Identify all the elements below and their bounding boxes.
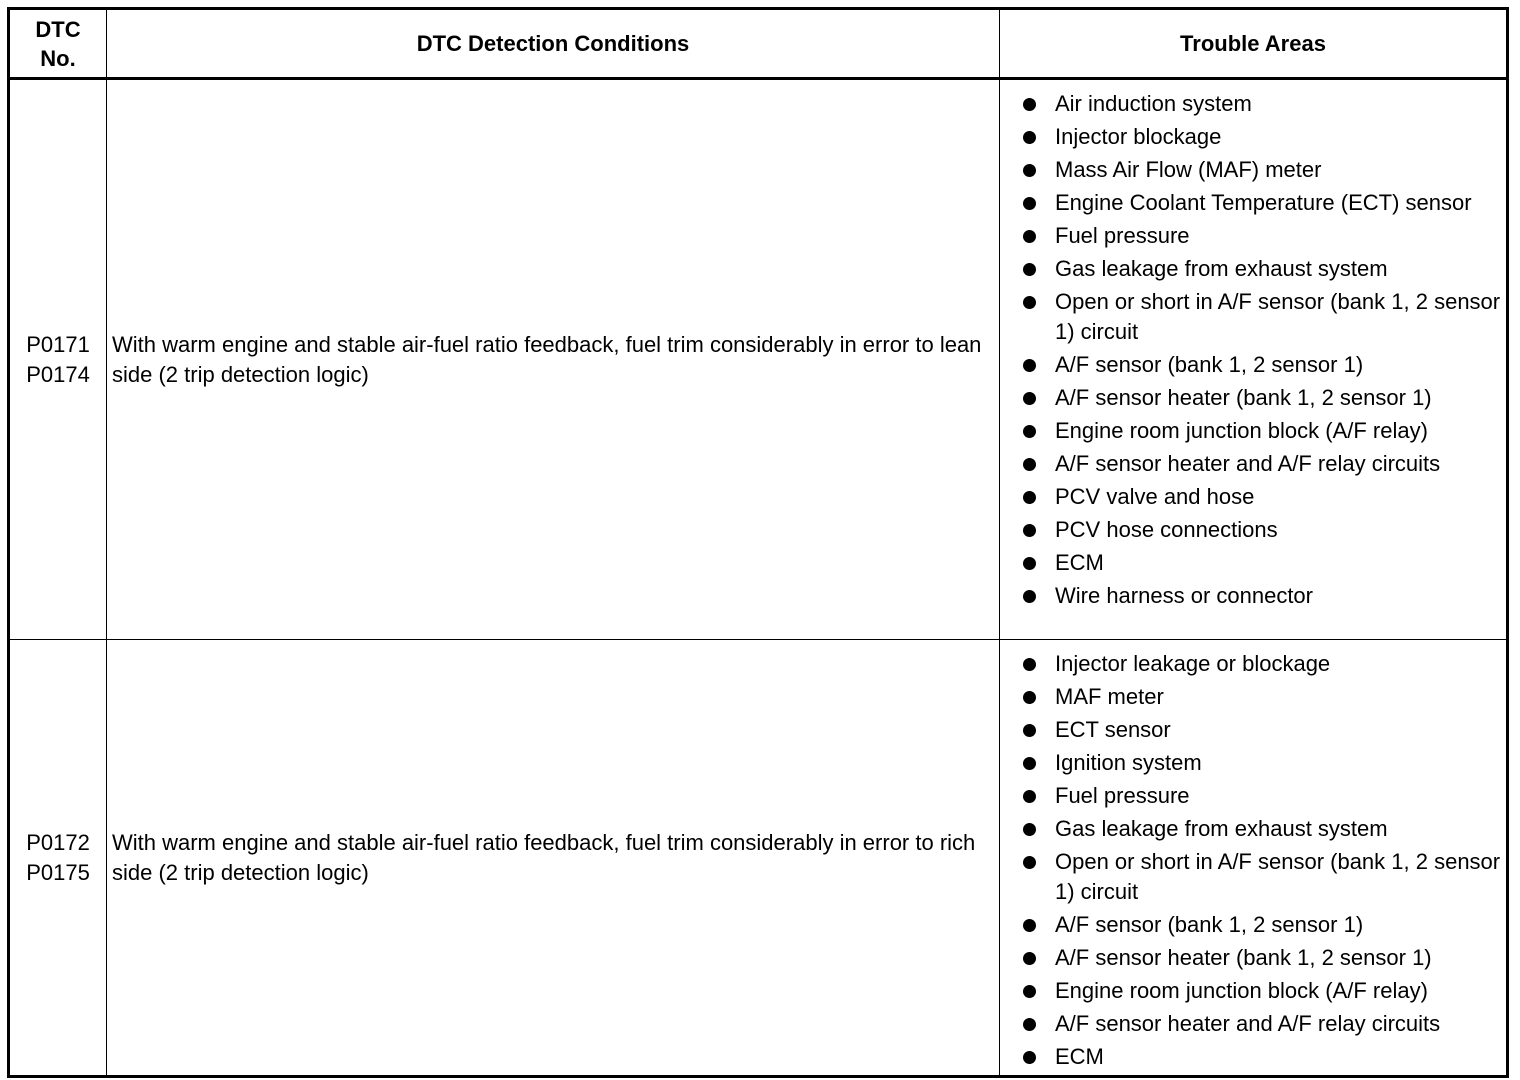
trouble-area-item [1000, 515, 1506, 545]
trouble-area-text: Fuel pressure [1055, 223, 1190, 248]
trouble-area-item [1000, 1009, 1506, 1039]
trouble-area-item [1000, 847, 1506, 907]
trouble-area-text: Gas leakage from exhaust system [1055, 256, 1388, 281]
trouble-area-item [1000, 548, 1506, 578]
trouble-area-item [1000, 976, 1506, 1006]
bullet-icon [1023, 658, 1036, 671]
dtc-table [7, 7, 1509, 1078]
trouble-area-item [1000, 155, 1506, 185]
trouble-area-item [1000, 910, 1506, 940]
bullet-icon [1023, 757, 1036, 770]
dtc-code: P0172 [26, 829, 90, 855]
trouble-area-item [1000, 221, 1506, 251]
trouble-area-text: PCV valve and hose [1055, 484, 1255, 509]
trouble-area-text: A/F sensor (bank 1, 2 sensor 1) [1055, 352, 1364, 377]
trouble-area-text: Injector leakage or blockage [1055, 651, 1331, 676]
trouble-area-item [1000, 715, 1506, 745]
trouble-area-text: Engine room junction block (A/F relay) [1055, 978, 1428, 1003]
dtc-codes-cell [9, 79, 107, 640]
bullet-icon [1023, 98, 1036, 111]
trouble-area-text: A/F sensor heater and A/F relay circuits [1055, 1011, 1441, 1036]
trouble-area-text: A/F sensor heater and A/F relay circuits [1055, 451, 1441, 476]
dtc-code: P0175 [26, 859, 90, 885]
trouble-area-text: A/F sensor heater (bank 1, 2 sensor 1) [1055, 385, 1432, 410]
trouble-area-item [1000, 781, 1506, 811]
trouble-area-item [1000, 188, 1506, 218]
trouble-area-text: ECM [1055, 550, 1104, 575]
bullet-icon [1023, 1018, 1036, 1031]
bullet-icon [1023, 856, 1036, 869]
bullet-icon [1023, 985, 1036, 998]
trouble-area-text: A/F sensor (bank 1, 2 sensor 1) [1055, 912, 1364, 937]
trouble-area-item [1000, 89, 1506, 119]
trouble-area-text: Mass Air Flow (MAF) meter [1055, 157, 1322, 182]
trouble-area-text: Open or short in A/F sensor (bank 1, 2 sensor 1) circuit [1055, 849, 1501, 904]
trouble-area-item [1000, 482, 1506, 512]
trouble-area-item [1000, 1042, 1506, 1072]
bullet-icon [1023, 557, 1036, 570]
bullet-icon [1023, 425, 1036, 438]
trouble-area-item [1000, 449, 1506, 479]
trouble-area-item [1000, 814, 1506, 844]
bullet-icon [1023, 164, 1036, 177]
bullet-icon [1023, 691, 1036, 704]
bullet-icon [1023, 131, 1036, 144]
trouble-area-item [1000, 287, 1506, 347]
trouble-area-item [1000, 682, 1506, 712]
trouble-area-text: PCV hose connections [1055, 517, 1278, 542]
trouble-area-text: Wire harness or connector [1055, 583, 1313, 608]
bullet-icon [1023, 823, 1036, 836]
header-trouble-areas: Trouble Areas [1000, 9, 1508, 79]
bullet-icon [1023, 392, 1036, 405]
trouble-area-item [1000, 350, 1506, 380]
bullet-icon [1023, 458, 1036, 471]
bullet-icon [1023, 230, 1036, 243]
trouble-area-text: Open or short in A/F sensor (bank 1, 2 sensor 1) circuit [1055, 289, 1501, 344]
bullet-icon [1023, 491, 1036, 504]
trouble-area-list [1000, 89, 1506, 611]
trouble-area-text: ECM [1055, 1044, 1104, 1069]
dtc-code: P0171 [26, 331, 90, 357]
trouble-area-item [1000, 383, 1506, 413]
trouble-area-text: Air induction system [1055, 91, 1252, 116]
bullet-icon [1023, 197, 1036, 210]
bullet-icon [1023, 524, 1036, 537]
detection-condition: With warm engine and stable air-fuel ratio feedback, fuel trim considerably in error to rich side (2 trip detection logic) [107, 640, 1000, 1077]
dtc-code: P0174 [26, 361, 90, 387]
trouble-area-item [1000, 581, 1506, 611]
trouble-area-item [1000, 416, 1506, 446]
bullet-icon [1023, 359, 1036, 372]
bullet-icon [1023, 296, 1036, 309]
table-row [9, 79, 1508, 640]
bullet-icon [1023, 952, 1036, 965]
detection-condition: With warm engine and stable air-fuel ratio feedback, fuel trim considerably in error to lean side (2 trip detection logic) [107, 79, 1000, 640]
bullet-icon [1023, 1051, 1036, 1064]
dtc-codes-cell [9, 640, 107, 1077]
bullet-icon [1023, 263, 1036, 276]
trouble-area-item [1000, 748, 1506, 778]
bullet-icon [1023, 590, 1036, 603]
trouble-area-text: A/F sensor heater (bank 1, 2 sensor 1) [1055, 945, 1432, 970]
trouble-area-item [1000, 943, 1506, 973]
trouble-area-text: MAF meter [1055, 684, 1164, 709]
table-row [9, 640, 1508, 1077]
trouble-area-text: Engine Coolant Temperature (ECT) sensor [1055, 190, 1472, 215]
trouble-area-item [1000, 254, 1506, 284]
trouble-area-item [1000, 122, 1506, 152]
trouble-area-text: Gas leakage from exhaust system [1055, 816, 1388, 841]
trouble-area-text: Fuel pressure [1055, 783, 1190, 808]
trouble-areas-cell [1000, 79, 1508, 640]
bullet-icon [1023, 724, 1036, 737]
trouble-area-text: Ignition system [1055, 750, 1202, 775]
header-row [9, 9, 1508, 79]
bullet-icon [1023, 790, 1036, 803]
trouble-area-list [1000, 649, 1506, 1072]
trouble-area-text: Injector blockage [1055, 124, 1222, 149]
trouble-area-item [1000, 649, 1506, 679]
trouble-area-text: ECT sensor [1055, 717, 1171, 742]
trouble-areas-cell [1000, 640, 1508, 1077]
header-dtc-no: DTC No. [9, 9, 107, 79]
bullet-icon [1023, 919, 1036, 932]
header-conditions: DTC Detection Conditions [107, 9, 1000, 79]
trouble-area-text: Engine room junction block (A/F relay) [1055, 418, 1428, 443]
